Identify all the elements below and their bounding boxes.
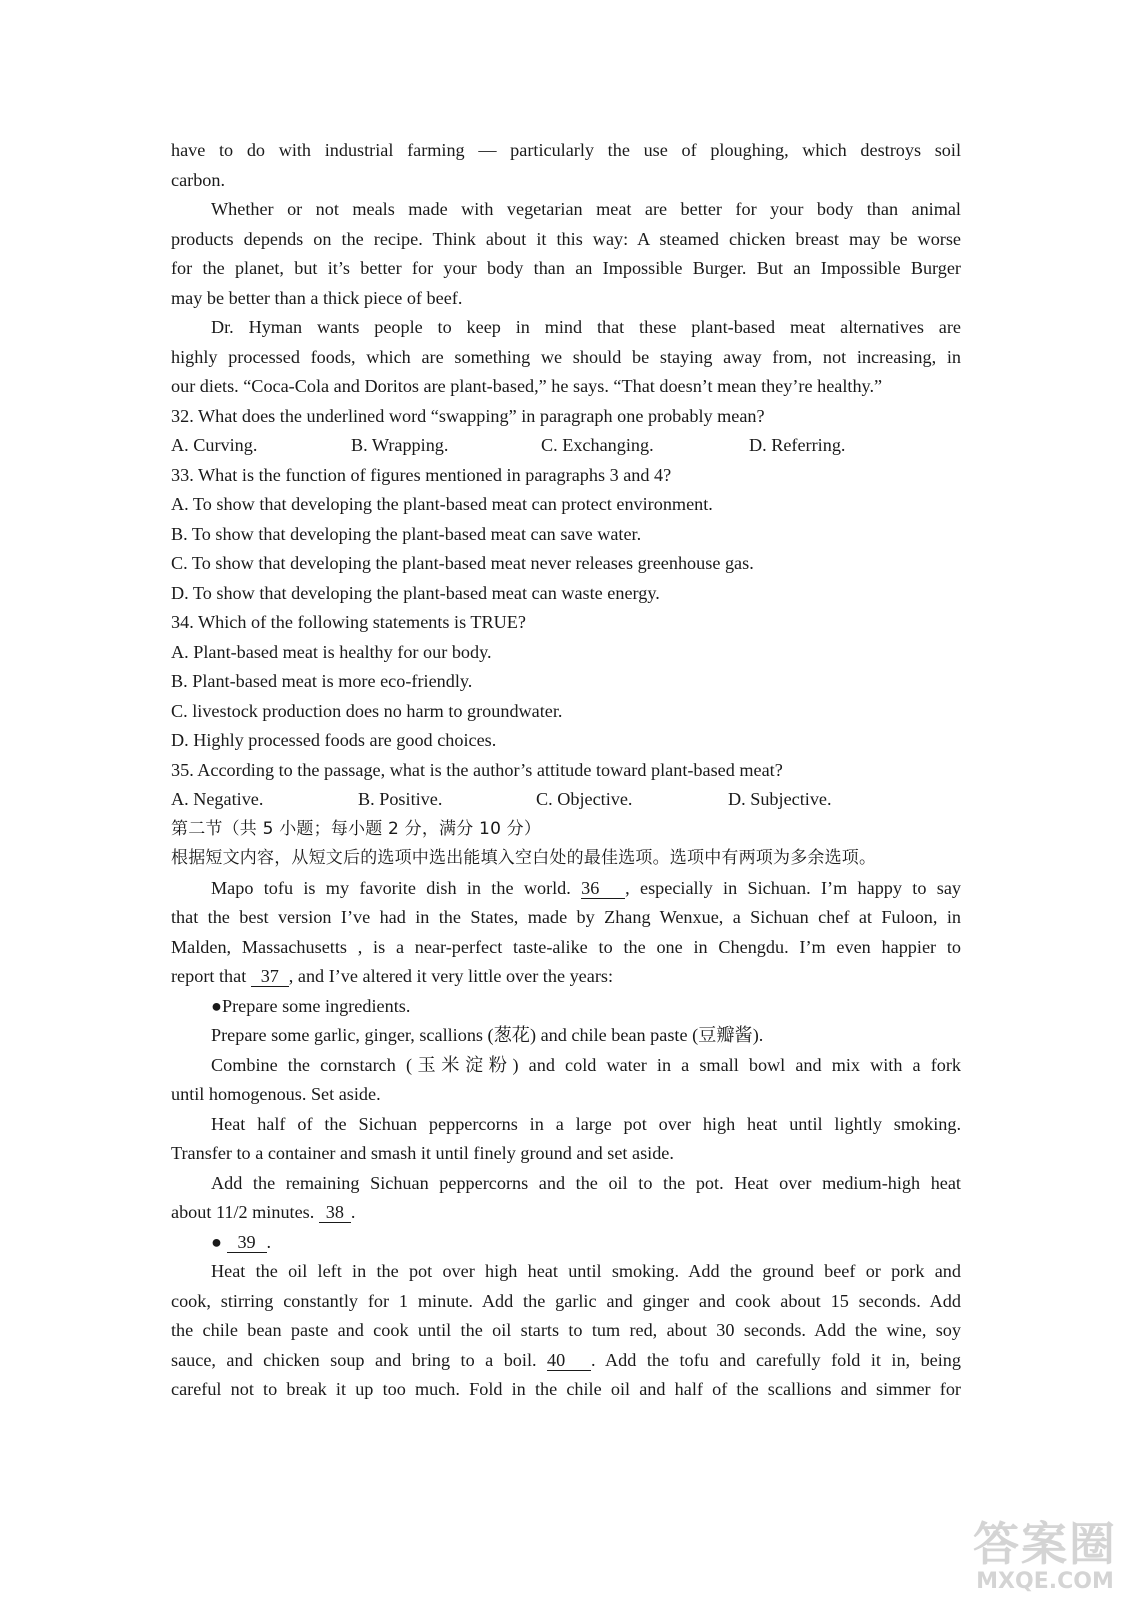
question-stem: 35. According to the passage, what is the author’s attitude toward plant-based meat? <box>171 759 783 780</box>
option-d: D. Subjective. <box>728 789 832 809</box>
watermark-logo <box>973 1518 1117 1594</box>
option-d: D. Referring. <box>749 435 846 455</box>
option-b: B. Plant-based meat is more eco-friendly. <box>171 671 473 691</box>
bullet-icon: ● <box>211 1231 222 1252</box>
option-c: C. Objective. <box>536 789 633 809</box>
text-line: until homogenous. Set aside. <box>171 1084 381 1104</box>
text-line: our diets. “Coca-Cola and Doritos are plant-based,” he says. “That doesn’t mean they’re healthy.” <box>171 376 883 396</box>
text-run: , especially in Sichuan. I’m happy to say <box>625 877 961 898</box>
text-line: Heat the oil left in the pot over high heat until smoking. Add the ground beef or pork and <box>211 1261 961 1281</box>
text-line: careful not to break it up too much. Fold in the chile oil and half of the scallions and simmer for <box>171 1379 961 1399</box>
text-line: Prepare some garlic, ginger, scallions (葱花) and chile bean paste (豆瓣酱). <box>211 1025 764 1045</box>
text-line: Whether or not meals made with vegetarian meat are better for your body than animal <box>211 199 961 219</box>
question-stem: 33. What is the function of figures mentioned in paragraphs 3 and 4? <box>171 464 672 485</box>
text-line <box>171 1346 961 1376</box>
blank-40: 40 <box>547 1350 591 1371</box>
option-b: B. Positive. <box>358 789 443 809</box>
option-a: A. Curving. <box>171 435 258 455</box>
option-c: C. livestock production does no harm to groundwater. <box>171 700 563 721</box>
text-line: have to do with industrial farming — particularly the use of ploughing, which destroys soil <box>171 140 961 160</box>
text-line: Transfer to a container and smash it until finely ground and set aside. <box>171 1143 674 1163</box>
text-line: for the planet, but it’s better for your body than an Impossible Burger. But an Impossible Burger <box>171 258 961 278</box>
option-d: D. To show that developing the plant-based meat can waste energy. <box>171 582 660 603</box>
text-run: sauce, and chicken soup and bring to a boil. <box>171 1349 537 1370</box>
option-d: D. Highly processed foods are good choices. <box>171 730 497 750</box>
text-line: that the best version I’ve had in the States, made by Zhang Wenxue, a Sichuan chef at Fuloon, in <box>171 907 961 927</box>
blank-38: 38 <box>319 1202 351 1223</box>
text-run: , and I’ve altered it very little over the years: <box>288 966 614 986</box>
text-line: highly processed foods, which are something we should be staying away from, not increasing, in <box>171 346 961 367</box>
text-line: may be better than a thick piece of beef. <box>171 287 463 308</box>
text-run: about 11/2 minutes. <box>171 1202 315 1222</box>
blank-39: 39 <box>227 1232 267 1253</box>
text-line <box>171 874 961 904</box>
bullet-line: ●Prepare some ingredients. <box>211 995 411 1016</box>
watermark-mark: 答案圈 <box>973 1517 1117 1571</box>
option-a: A. Negative. <box>171 789 264 809</box>
option-b: B. To show that developing the plant-based meat can save water. <box>171 523 642 544</box>
option-a: A. Plant-based meat is healthy for our body. <box>171 641 492 662</box>
text-line: carbon. <box>171 169 226 190</box>
text-run: Mapo tofu is my favorite dish in the world. <box>211 877 571 898</box>
text-line <box>171 962 961 992</box>
option-c: C. Exchanging. <box>541 435 654 455</box>
text-run: . Add the tofu and carefully fold it in, being <box>591 1349 961 1370</box>
exam-page <box>171 136 961 1405</box>
text-line: Add the remaining Sichuan peppercorns and the oil to the pot. Heat over medium-high heat <box>211 1172 961 1193</box>
text-line: Dr. Hyman wants people to keep in mind that these plant-based meat alternatives are <box>211 317 961 337</box>
text-line <box>171 1198 961 1228</box>
text-run: report that <box>171 966 247 986</box>
section-heading: 第二节（共 5 小题；每小题 2 分，满分 10 分） <box>171 818 542 839</box>
question-stem: 34. Which of the following statements is TRUE? <box>171 612 526 632</box>
watermark-url: MXQE.COM <box>976 1569 1114 1594</box>
bullet-line <box>171 1228 961 1258</box>
section-instruction: 根据短文内容，从短文后的选项中选出能填入空白处的最佳选项。选项中有两项为多余选项。 <box>171 848 877 868</box>
text-line: Heat half of the Sichuan peppercorns in a large pot over high heat until lightly smoking. <box>211 1113 961 1134</box>
text-line: the chile bean paste and cook until the oil starts to tum red, about 30 seconds. Add the wine, soy <box>171 1320 961 1340</box>
blank-36: 36 <box>581 878 625 899</box>
option-a: A. To show that developing the plant-based meat can protect environment. <box>171 494 713 514</box>
question-options <box>171 785 961 815</box>
text-run: . <box>350 1202 356 1222</box>
text-line: products depends on the recipe. Think about it this way: A steamed chicken breast may be worse <box>171 228 961 249</box>
option-b: B. Wrapping. <box>351 435 449 455</box>
text-line: Malden, Massachusetts , is a near-perfect taste-alike to the one in Chengdu. I’m even happier to <box>171 936 961 957</box>
blank-37: 37 <box>251 966 289 987</box>
text-run: . <box>266 1231 272 1252</box>
text-line: Combine the cornstarch (玉米淀粉) and cold water in a small bowl and mix with a fork <box>211 1054 961 1075</box>
text-line: cook, stirring constantly for 1 minute. Add the garlic and ginger and cook about 15 seconds. Add <box>171 1290 961 1311</box>
question-stem: 32. What does the underlined word “swapping” in paragraph one probably mean? <box>171 405 765 426</box>
question-options <box>171 431 961 461</box>
option-c: C. To show that developing the plant-based meat never releases greenhouse gas. <box>171 553 754 573</box>
